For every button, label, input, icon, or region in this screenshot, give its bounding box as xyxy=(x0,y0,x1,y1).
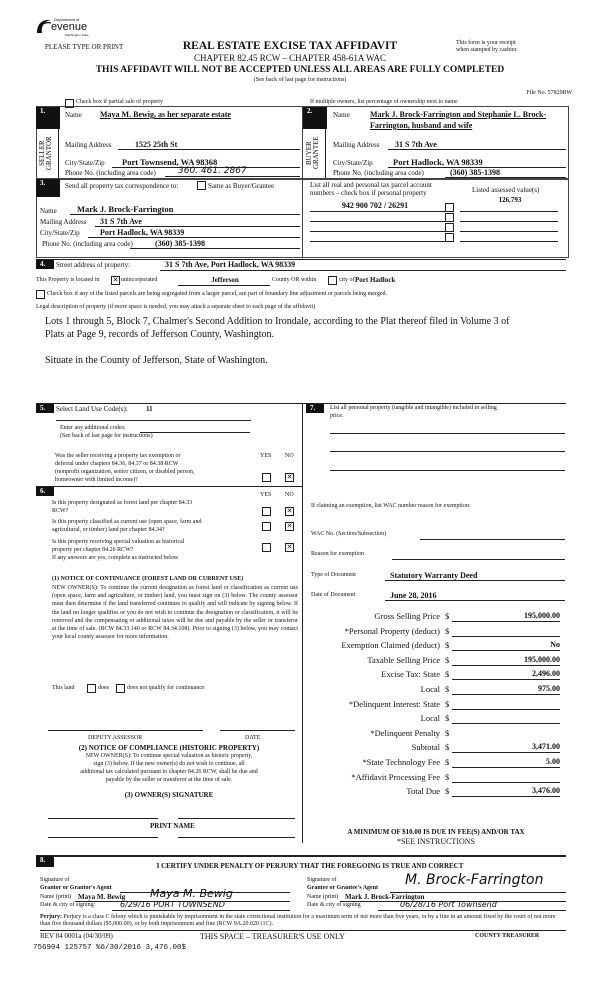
exemption-yes-checkbox[interactable] xyxy=(262,473,271,482)
yes-header-6: YES xyxy=(260,492,272,498)
section-4-number: 4. xyxy=(36,260,54,269)
does-not-qualify-checkbox[interactable] xyxy=(116,684,125,693)
fee-row-underline xyxy=(452,636,560,637)
section-2-number: 2. xyxy=(303,107,327,129)
legal-description-line1[interactable]: Lots 1 through 5, Block 7, Chalmer's Second Addition to Irondale, according to the Plat thereof filed in Volume 3 of xyxy=(45,316,510,327)
deputy-assessor-signature-line[interactable] xyxy=(48,730,203,731)
section-3-number: 3. xyxy=(36,179,60,197)
fee-row-label: Excise Tax: State xyxy=(381,669,440,679)
current-use-yes-checkbox[interactable] xyxy=(262,522,271,531)
corr-city-field[interactable]: Port Hadlock, WA 98339 xyxy=(100,228,185,237)
corr-phone-field[interactable]: (360) 385-1398 xyxy=(155,239,205,248)
does-label: does xyxy=(98,685,109,691)
multiple-owners-note: If multiple owners, list percentage of ownership next to name xyxy=(310,99,458,105)
same-as-buyer-label: Same as Buyer/Grantee xyxy=(208,182,275,190)
forest-yes-checkbox[interactable] xyxy=(262,507,271,516)
personal-property-line-1[interactable] xyxy=(330,433,565,434)
document-type-label: Type of Document xyxy=(311,572,356,578)
grantor-sig-label-1: Signature of xyxy=(40,877,70,883)
instructions-note: (See back of last page for instructions) xyxy=(253,77,347,83)
additional-codes-field[interactable] xyxy=(140,432,250,433)
no-header-6: NO xyxy=(285,492,294,498)
logo-sub: Washington State xyxy=(65,33,89,37)
dollar-sign: $ xyxy=(445,640,450,650)
unincorporated-checkbox[interactable]: ✕ xyxy=(112,276,119,284)
seller-mailing-field[interactable]: 1525 25th St xyxy=(135,140,178,149)
county-or-label: County OR within xyxy=(272,277,317,283)
section-1-number: 1. xyxy=(36,107,60,129)
corr-phone-label: Phone No. (including area code) xyxy=(42,240,133,248)
segregated-checkbox[interactable] xyxy=(36,290,45,299)
grantor-date-label: Date & city of signing: xyxy=(40,902,96,908)
city-of-label: city of xyxy=(339,277,355,283)
current-use-no-checkbox[interactable]: ✕ xyxy=(286,522,293,530)
corr-city-label: City/State/Zip xyxy=(40,229,80,237)
personal-property-label-1: List all personal property (tangible and intangible) included in selling xyxy=(330,405,497,411)
fee-row-label: Taxable Selling Price xyxy=(367,655,440,665)
fee-row-label: Exemption Claimed (deduct) xyxy=(341,640,440,650)
notice1-title: (1) NOTICE OF CONTINUANCE (FOREST LAND OR CURRENT USE) xyxy=(52,576,244,582)
notice2-line3: additional tax calculated pursuant to chapter 84.26 RCW, shall be due and xyxy=(80,769,258,775)
notice1-body: NEW OWNER(S): To continue the current designation as forest land or classification as current use (open space, farm and agriculture, or timber) land, you must sign on (3) below. The county assessor must then determine if the land transferred continues to qualify and will indicate by signing below. If the land no longer qualifies or you do not wish to continue the designation or classification, it will be removed and the compensating or additional taxes will be due and payable by the seller or transferor at the time of sale. (RCW 84.33.140 or RCW 84.34.108). Prior to signing (3) below, you may contact your local county assessor for more information. xyxy=(52,585,298,641)
receipt-note-2: when stamped by cashier. xyxy=(456,47,518,53)
notice2-line1: NEW OWNER(S): To continue special valuation as historic property, xyxy=(85,753,253,759)
does-not-label: does not qualify for continuance xyxy=(127,685,205,691)
see-instructions-note: *SEE INSTRUCTIONS xyxy=(396,837,475,846)
dollar-sign: $ xyxy=(445,757,450,767)
fee-row-value[interactable]: 3,476.00 xyxy=(532,786,560,795)
fee-row-underline xyxy=(452,665,560,666)
if-yes-note: If any answers are yes, complete as instructed below. xyxy=(52,555,180,561)
seller-phone-label: Phone No. (including area code) xyxy=(65,169,156,177)
fee-row-value[interactable]: 195,000.00 xyxy=(524,611,560,620)
perjury-notice: Perjury: Perjury is a class C felony which is punishable by imprisonment in the state correctional institution for a maximum term of not more than five years, or by a fine in an amount fixed by the court of not more than five thousand dollars ($5,000.00), or by both imprisonment and fine (RCW 9A.20.020 (1C). xyxy=(40,914,556,927)
fee-row-underline xyxy=(452,782,560,783)
personal-property-label-2: price. xyxy=(330,413,344,419)
logo-main: evenue xyxy=(51,21,88,33)
exemption-q-line4: homeowner with limited income)? xyxy=(55,477,138,483)
owner-signature-line-2[interactable] xyxy=(178,818,295,819)
fee-row-value[interactable]: 2,496.00 xyxy=(532,669,560,678)
grantor-sig-label-2: Grantor or Grantor's Agent xyxy=(40,885,112,891)
print-name-line-1[interactable] xyxy=(48,837,158,838)
document-date-label: Date of Document xyxy=(311,592,356,598)
this-land-label: This land xyxy=(52,685,75,691)
seller-city-field[interactable]: Port Townsend, WA 98368 xyxy=(122,157,218,167)
section-5-number: 5. xyxy=(36,404,54,413)
fee-row-label: Gross Selling Price xyxy=(374,611,440,621)
buyer-name-label: Name xyxy=(333,111,350,119)
minimum-due-note: A MINIMUM OF $10.00 IS DUE IN FEE(S) AND/OR TAX xyxy=(347,828,525,836)
grantee-name-label: Name (print) xyxy=(307,894,339,900)
exemption-no-checkbox[interactable]: ✕ xyxy=(286,473,293,481)
buyer-city-field[interactable]: Port Hadlock, WA 98339 xyxy=(393,157,483,167)
city-field[interactable]: Port Hadlock xyxy=(355,276,396,284)
legal-description-line3[interactable]: Situate in the County of Jefferson, State of Washington. xyxy=(45,355,268,366)
county-field[interactable]: Jefferson xyxy=(211,276,239,284)
forest-no-checkbox[interactable]: ✕ xyxy=(286,507,293,515)
personal-property-checkbox-1[interactable] xyxy=(445,203,454,212)
exemption-q-line2: deferral under chapters 84.36, 84.37 or 84.38 RCW xyxy=(55,461,179,467)
grantor-name-label: Name (print) xyxy=(40,894,72,900)
dollar-sign: $ xyxy=(445,699,450,709)
wac-number-label: WAC No. (Section/Subsection) xyxy=(311,531,387,537)
exemption-wac-label: If claiming an exemption, list WAC number reason for exemption: xyxy=(311,503,471,509)
dollar-sign: $ xyxy=(445,742,450,752)
corr-name-label: Name xyxy=(40,207,57,215)
forest-q-line1: Is this property designated as forest land per chapter 84.33 xyxy=(52,500,193,506)
unincorporated-label: unincorporated xyxy=(121,277,158,283)
grantee-name-field[interactable]: Mark J. Brock-Farrington xyxy=(345,893,425,901)
same-as-buyer-checkbox[interactable] xyxy=(197,181,206,190)
assessor-date-label: DATE xyxy=(245,735,261,741)
exemption-q-line3: (nonprofit organization, senior citizen, or disabled person, xyxy=(55,469,195,475)
street-address-field[interactable]: 31 S 7th Ave, Port Hadlock, WA 98339 xyxy=(165,260,296,269)
fee-row-value[interactable]: 195,000.00 xyxy=(524,655,560,664)
owner-signature-line-1[interactable] xyxy=(48,818,158,819)
yes-header-5: YES xyxy=(260,453,272,459)
fee-row-label: *Delinquent Penalty xyxy=(370,728,440,738)
buyer-phone-field[interactable]: (360) 385-1398 xyxy=(450,168,500,177)
print-name-label: PRINT NAME xyxy=(150,822,195,830)
dollar-sign: $ xyxy=(445,713,450,723)
partial-sale-label: Check box if partial sale of property xyxy=(76,99,163,105)
please-type: PLEASE TYPE OR PRINT xyxy=(45,43,124,51)
section-8-number: 8. xyxy=(36,856,54,867)
land-use-label: Select Land Use Code(s): xyxy=(56,405,128,413)
parcels-label-1: List all real and personal tax parcel account xyxy=(310,181,432,189)
dollar-sign: $ xyxy=(445,655,450,665)
fee-row-underline xyxy=(452,796,560,797)
notice2-title: (2) NOTICE OF COMPLIANCE (HISTORIC PROPERTY) xyxy=(78,744,260,752)
revenue-logo xyxy=(35,15,95,37)
treasurer-use-only: THIS SPACE – TREASURER'S USE ONLY xyxy=(200,932,345,941)
treasurer-receipt-stamp: 756904 125757 %6/30/2016 3,476.00$ xyxy=(33,944,187,952)
section-6-number: 6. xyxy=(36,487,54,496)
legal-description-line2[interactable]: Plats at Page 9, records of Jefferson County, Washington. xyxy=(45,329,274,340)
form-subtitle: CHAPTER 82.45 RCW – CHAPTER 458-61A WAC xyxy=(194,53,386,63)
forest-q-line2: RCW? xyxy=(52,508,69,514)
grantee-date-field[interactable]: 06/28/16 Port Townsend xyxy=(400,900,497,909)
dollar-sign: $ xyxy=(445,786,450,796)
buyer-phone-label: Phone No. (including area code) xyxy=(333,169,424,177)
seller-city-label: City/State/Zip xyxy=(65,159,105,167)
wac-number-field[interactable] xyxy=(420,539,565,540)
does-qualify-checkbox[interactable] xyxy=(87,684,96,693)
city-checkbox[interactable] xyxy=(328,276,337,285)
print-name-line-2[interactable] xyxy=(178,837,295,838)
fee-row-underline xyxy=(452,767,560,768)
fee-row-label: Local xyxy=(420,713,440,723)
exemption-reason-label: Reason for exemption xyxy=(311,551,364,557)
dollar-sign: $ xyxy=(445,611,450,621)
notice2-line2: sign (3) below. If the new owner(s) do not wish to continue, all xyxy=(93,761,245,767)
additional-codes-label: Enter any additional codes: xyxy=(60,425,126,431)
logo-top: Department of xyxy=(54,17,80,22)
fee-row-value[interactable]: 5.00 xyxy=(546,757,560,766)
corr-name-field[interactable]: Mark J. Brock-Farrington xyxy=(77,204,174,214)
buyer-mailing-label: Mailing Address xyxy=(333,141,380,149)
buyer-mailing-field[interactable]: 31 S 7th Ave xyxy=(395,140,437,149)
fee-row-label: *Delinquent Interest: State xyxy=(348,699,440,709)
grantor-name-field[interactable]: Maya M. Bewig xyxy=(78,893,126,901)
corr-mailing-label: Mailing Address xyxy=(40,218,87,226)
personal-property-checkbox-3[interactable] xyxy=(445,223,454,232)
receipt-note-1: This form is your receipt xyxy=(456,40,516,46)
correspondence-label: Send all property tax correspondence to: xyxy=(65,182,179,190)
county-treasurer-label: COUNTY TREASURER xyxy=(475,933,540,939)
segregated-label: Check box if any of the listed parcels are being segregated from a larger parcel, are part of boundary line adjustment or parcels being merged. xyxy=(47,291,387,297)
grantee-signature[interactable]: M. Brock-Farrington xyxy=(405,872,544,888)
land-use-code-field[interactable]: 11 xyxy=(146,405,153,413)
fee-row-label: Total Due xyxy=(406,786,440,796)
seller-name-field[interactable]: Maya M. Bewig, as her separate estate xyxy=(100,110,231,119)
seller-side-label: SELLER GRANTOR xyxy=(38,136,53,170)
dollar-sign: $ xyxy=(445,684,450,694)
fee-row-label: Local xyxy=(420,684,440,694)
personal-property-line-3[interactable] xyxy=(330,470,565,471)
fee-row-label: *Personal Property (deduct) xyxy=(344,626,440,636)
corr-mailing-field[interactable]: 31 S 7th Ave xyxy=(100,217,142,226)
form-warning: THIS AFFIDAVIT WILL NOT BE ACCEPTED UNLESS ALL AREAS ARE FULLY COMPLETED xyxy=(95,65,505,75)
seller-mailing-label: Mailing Address xyxy=(65,141,112,149)
fee-row-label: *Affidavit Processing Fee xyxy=(351,772,440,782)
located-in-label: This Property is located in xyxy=(36,277,100,283)
current-use-q-line2: agricultural, or timber) land per chapter 84.34? xyxy=(52,527,165,533)
fee-row-underline xyxy=(452,752,560,753)
buyer-city-label: City/State/Zip xyxy=(333,159,373,167)
no-header-5: NO xyxy=(285,453,294,459)
historical-q-line2: property per chapter 84.26 RCW? xyxy=(52,547,134,553)
form-revision: REV 84 0001a (04/30/09) xyxy=(40,932,113,940)
seller-name-label: Name xyxy=(65,111,82,119)
form-title: REAL ESTATE EXCISE TAX AFFIDAVIT xyxy=(182,40,398,52)
notice2-line4: payable by the seller or transferor at the time of sale. xyxy=(105,777,233,783)
grantee-sig-label-2: Grantee or Grantee's Agent xyxy=(307,885,379,891)
owner-signature-label: (3) OWNER(S) SIGNATURE xyxy=(124,791,214,799)
personal-property-line-2[interactable] xyxy=(330,451,565,452)
buyer-name-field-line1[interactable]: Mark J. Brock-Farrington and Stephanie L. Brock- xyxy=(370,110,547,119)
grantee-date-label: Date & city of signing xyxy=(307,902,361,908)
deputy-assessor-label: DEPUTY ASSESSOR xyxy=(88,735,143,741)
fee-row-value[interactable]: No xyxy=(550,640,560,649)
assessor-date-line[interactable] xyxy=(220,730,295,731)
section-7-number: 7. xyxy=(306,404,324,413)
seller-phone-field[interactable]: 360. 461. 2867 xyxy=(178,166,247,176)
buyer-side-label: BUYER GRANTEE xyxy=(305,136,320,170)
parcel-number-1[interactable]: 942 900 702 / 26291 xyxy=(341,201,409,210)
document-type-field[interactable]: Statutory Warranty Deed xyxy=(390,571,478,580)
legal-description-label: Legal description of property (if more space is needed, you may attach a separate sheet to each page of the affidavit) xyxy=(36,304,316,310)
dollar-sign: $ xyxy=(445,626,450,636)
document-date-field[interactable]: June 28, 2016 xyxy=(390,591,437,600)
fee-row-value[interactable]: 975.00 xyxy=(538,684,560,693)
dollar-sign: $ xyxy=(445,728,450,738)
fee-row-label: Subtotal xyxy=(411,742,440,752)
fee-row-underline xyxy=(452,679,560,680)
historical-yes-checkbox[interactable] xyxy=(262,543,271,552)
fee-row-value[interactable]: 3,471.00 xyxy=(532,742,560,751)
buyer-name-field-line2[interactable]: Farrington, husband and wife xyxy=(370,121,473,130)
grantor-signature[interactable]: Maya M. Bewig xyxy=(150,887,233,900)
current-use-q-line1: Is this property classified as current use (open space, farm and xyxy=(52,519,202,525)
fee-row-underline xyxy=(452,650,560,651)
assessed-value-1[interactable]: 126,793 xyxy=(498,196,522,204)
dollar-sign: $ xyxy=(445,772,450,782)
fee-row-underline xyxy=(452,723,560,724)
historical-q-line1: Is this property receiving special valuation as historical xyxy=(52,539,185,545)
fee-row-underline xyxy=(452,621,560,622)
personal-property-checkbox-4[interactable] xyxy=(445,233,454,242)
personal-property-checkbox-2[interactable] xyxy=(445,213,454,222)
fee-row-underline xyxy=(452,694,560,695)
fee-row-underline xyxy=(452,709,560,710)
dollar-sign: $ xyxy=(445,669,450,679)
street-address-label: Street address of property: xyxy=(56,261,131,269)
grantor-date-field[interactable]: 6/29/16 PORT TOWNSEND xyxy=(120,900,225,909)
file-number: File No. 57829RW xyxy=(526,90,572,96)
parcels-label-2: numbers – check box if personal property xyxy=(310,189,427,197)
grantee-sig-label-1: Signature of xyxy=(307,877,337,883)
exemption-q-line1: Was the seller receiving a property tax exemption or xyxy=(55,453,181,459)
fee-row-label: *State Technology Fee xyxy=(362,757,440,767)
exemption-reason-field[interactable] xyxy=(392,559,565,560)
certification-statement: I CERTIFY UNDER PENALTY OF PERJURY THAT THE FOREGOING IS TRUE AND CORRECT xyxy=(156,862,464,870)
assessed-values-label: Listed assessed value(s) xyxy=(472,186,540,194)
historical-no-checkbox[interactable]: ✕ xyxy=(286,543,293,551)
additional-codes-note: (See back of last page for instructions) xyxy=(60,433,153,439)
